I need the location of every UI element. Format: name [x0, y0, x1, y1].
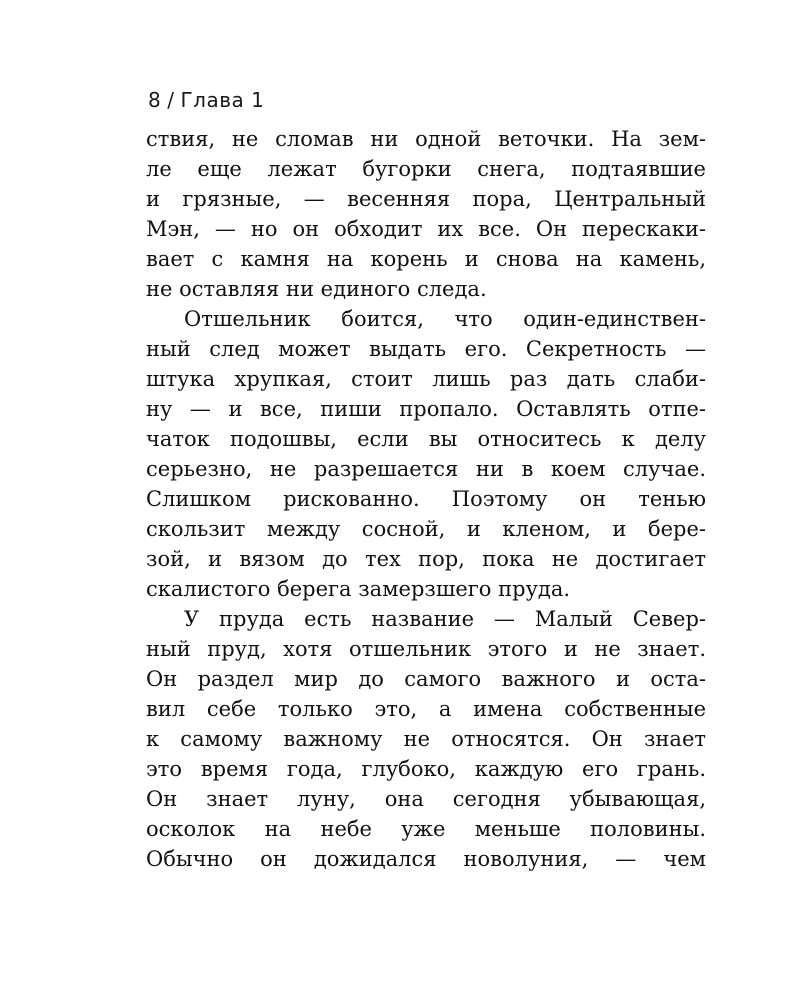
text-line: чаток подошвы, если вы относитесь к делу — [146, 427, 706, 451]
text-line: Он знает луну, она сегодня убывающая, — [146, 787, 706, 811]
text-line: ле еще лежат бугорки снега, подтаявшие — [146, 157, 706, 181]
paragraph-last-line: не оставляя ни единого следа. — [146, 277, 487, 301]
text-line: ный пруд, хотя отшельник этого и не знает. — [146, 637, 706, 661]
text-line: ный след может выдать его. Секретность — — [146, 337, 706, 361]
text-line: осколок на небе уже меньше половины. — [146, 817, 706, 841]
text-line: к самому важному не относятся. Он знает — [146, 727, 706, 751]
text-line: и грязные, — весенняя пора, Центральный — [146, 187, 706, 211]
body-text — [146, 124, 706, 874]
text-line: ну — и все, пиши пропало. Оставлять отпе- — [146, 397, 706, 421]
paragraph-first-line: У пруда есть название — Малый Север- — [184, 607, 706, 631]
paragraph-first-line: Отшельник боится, что один-единствен- — [184, 307, 706, 331]
text-line: серьезно, не разрешается ни в коем случае. — [146, 457, 706, 481]
page-number: 8 — [148, 88, 162, 112]
paragraph-last-line: скалистого берега замерзшего пруда. — [146, 577, 571, 601]
text-line: это время года, глубоко, каждую его грань. — [146, 757, 706, 781]
text-line: скользит между сосной, и кленом, и бере- — [146, 517, 706, 541]
text-line: Мэн, — но он обходит их все. Он перескаки- — [146, 217, 706, 241]
text-line: вил себе только это, а имена собственные — [146, 697, 706, 721]
text-line: зой, и вязом до тех пор, пока не достигает — [146, 547, 706, 571]
running-head — [148, 86, 264, 114]
chapter-title: Глава 1 — [180, 88, 265, 112]
text-line: штука хрупкая, стоит лишь раз дать слаби- — [146, 367, 706, 391]
text-line: вает с камня на корень и снова на камень, — [146, 247, 706, 271]
text-line: Он раздел мир до самого важного и оста- — [146, 667, 706, 691]
running-head-separator: / — [167, 88, 175, 112]
text-line: Обычно он дожидался новолуния, — чем — [146, 847, 706, 871]
text-line: Слишком рискованно. Поэтому он тенью — [146, 487, 706, 511]
text-line: ствия, не сломав ни одной веточки. На зем- — [146, 127, 706, 151]
